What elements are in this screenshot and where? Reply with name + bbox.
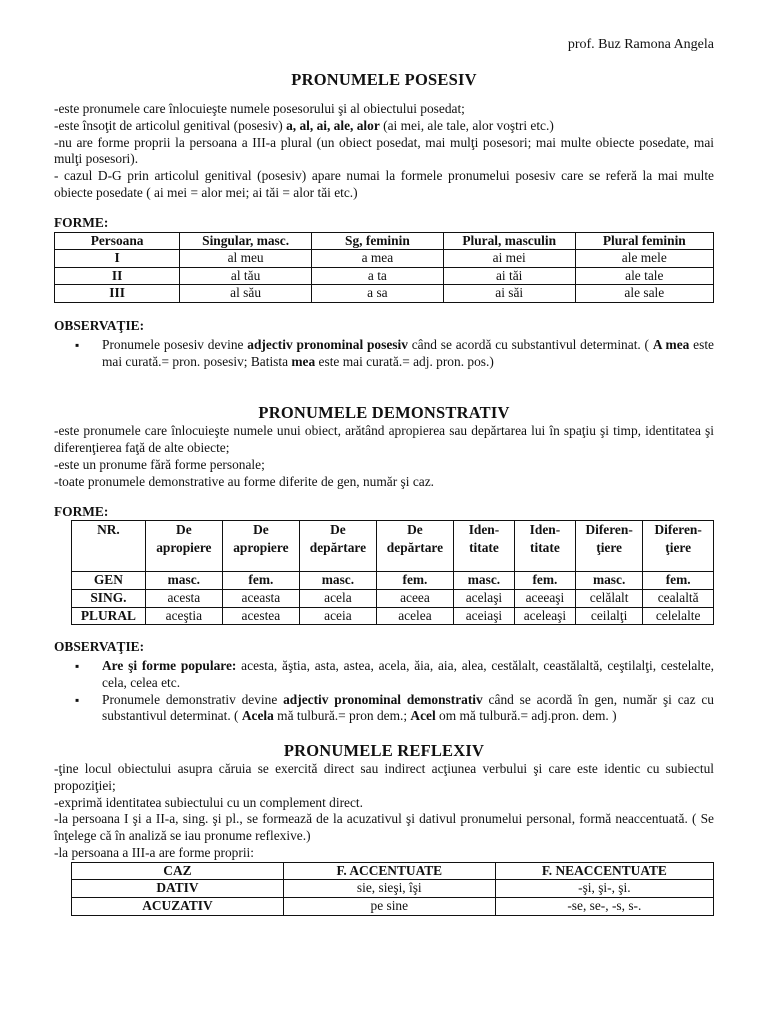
table-header-cell: De apropiere <box>145 521 222 572</box>
table-row-plural <box>72 607 714 625</box>
table-row-gen <box>72 572 714 590</box>
document-content <box>54 70 714 916</box>
demonstrativ-forms-label: FORME: <box>54 503 109 519</box>
table-cell: acesta <box>145 589 222 607</box>
obs-text: când se acordă în gen, număr şi caz cu substantivul determinat. ( <box>102 691 715 724</box>
table-cell: ai săi <box>443 285 575 303</box>
table-cell: ale tale <box>575 267 713 285</box>
obs-bold: adjectiv pronominal demonstrativ <box>283 691 483 707</box>
posesiv-line-2-start: -este însoţit de articolul genitival (posesiv) <box>54 117 287 133</box>
table-header-cell: Sg, feminin <box>312 232 444 250</box>
table-header-cell: Persoana <box>55 232 180 250</box>
table-cell: ale sale <box>575 285 713 303</box>
table-header-cell: Diferen-ţiere <box>643 521 714 572</box>
table-cell: ai mei <box>443 250 575 268</box>
demonstrativ-line-3: -toate pronumele demonstrative au forme diferite de gen, număr şi caz. <box>54 473 434 489</box>
table-cell: -şi, şi-, şi. <box>495 880 713 898</box>
posesiv-line-2 <box>54 118 714 135</box>
table-cell: aceleaşi <box>514 607 575 625</box>
table-cell: acelaşi <box>453 589 514 607</box>
posesiv-line-4: - cazul D-G prin articolul genitival (posesiv) apare numai la formele pronumelui posesiv care se referă la mai multe obiecte posedate ( ai mei = alor mei; ai tăi = alor tăi etc.) <box>54 168 714 200</box>
obs-text: este mai curată.= adj. pron. pos.) <box>315 353 494 369</box>
table-header-row <box>72 862 714 880</box>
table-cell: masc. <box>299 572 376 590</box>
table-row-sing <box>72 589 714 607</box>
table-cell: fem. <box>643 572 714 590</box>
table-cell: fem. <box>514 572 575 590</box>
table-cell: fem. <box>376 572 453 590</box>
obs-text: Pronumele demonstrativ devine <box>102 691 284 707</box>
demonstrativ-obs-label: OBSERVAŢIE: <box>54 639 145 655</box>
obs-bold: Are şi forme populare: <box>102 657 237 673</box>
table-cell: aceasta <box>222 589 299 607</box>
list-item <box>102 692 714 726</box>
table-cell: al meu <box>180 250 312 268</box>
table-cell: acelea <box>376 607 453 625</box>
obs-text: este mai curată.= pron. posesiv; Batista <box>102 336 714 369</box>
table-cell: -se, se-, -s, s-. <box>495 898 713 916</box>
table-cell: a ta <box>312 267 444 285</box>
table-cell: aceiaşi <box>453 607 514 625</box>
table-header-cell: Plural feminin <box>575 232 713 250</box>
reflexiv-line-2: -exprimă identitatea subiectului cu un complement direct. <box>54 794 363 810</box>
table-cell: II <box>55 267 180 285</box>
table-cell: ACUZATIV <box>72 898 284 916</box>
table-cell: ai tăi <box>443 267 575 285</box>
table-cell: a mea <box>312 250 444 268</box>
posesiv-obs-label: OBSERVAŢIE: <box>54 317 145 333</box>
section-title-reflexiv: PRONUMELE REFLEXIV <box>283 741 485 761</box>
obs-text: om mă tulbură.= adj.pron. dem. ) <box>435 708 617 724</box>
reflexiv-line-4: -la persoana a III-a are forme proprii: <box>54 845 255 861</box>
posesiv-forms-label: FORME: <box>54 214 109 230</box>
posesiv-forms-table <box>54 232 714 303</box>
table-header-cell: F. NEACCENTUATE <box>495 862 713 880</box>
table-cell: celelalte <box>643 607 714 625</box>
table-header-cell: De apropiere <box>222 521 299 572</box>
table-row <box>55 250 714 268</box>
table-cell: al său <box>180 285 312 303</box>
table-row <box>55 285 714 303</box>
table-cell: DATIV <box>72 880 284 898</box>
table-cell: aceia <box>299 607 376 625</box>
obs-text: mă tulbură.= pron dem.; <box>273 708 411 724</box>
table-cell: fem. <box>222 572 299 590</box>
table-row <box>72 898 714 916</box>
obs-bold: mea <box>291 353 316 369</box>
reflexiv-line-1: -ţine locul obiectului asupra căruia se exercită direct sau indirect acţiunea verbului şi care este identic cu subiectul propoziţiei; <box>54 761 714 793</box>
table-header-cell: Iden-titate <box>514 521 575 572</box>
obs-text: acesta, ăştia, asta, astea, acela, ăia, aia, alea, cestălalt, ceastălaltă, ceştilalţi, cestelalte, cela, celea etc. <box>102 657 714 690</box>
obs-text: când se acordă cu substantivul determinat. ( <box>407 336 653 352</box>
table-cell: pe sine <box>283 898 495 916</box>
table-cell: masc. <box>575 572 642 590</box>
obs-bold: adjectiv pronominal posesiv <box>247 336 408 352</box>
obs-text: Pronumele posesiv devine <box>102 336 248 352</box>
posesiv-line-1: -este pronumele care înlocuieşte numele posesorului şi al obiectului posedat; <box>54 101 465 116</box>
table-cell: aceeaşi <box>514 589 575 607</box>
table-header-row <box>55 232 714 250</box>
posesiv-obs-list <box>54 337 714 371</box>
table-header-cell: CAZ <box>72 862 284 880</box>
table-row <box>55 267 714 285</box>
table-header-cell: F. ACCENTUATE <box>283 862 495 880</box>
demonstrativ-line-2: -este un pronume fără forme personale; <box>54 456 265 472</box>
table-header-cell: Iden-titate <box>453 521 514 572</box>
table-cell: masc. <box>145 572 222 590</box>
demonstrativ-obs-list <box>54 658 714 725</box>
table-cell: masc. <box>453 572 514 590</box>
list-item <box>102 337 714 371</box>
obs-bold: A mea <box>652 336 690 352</box>
table-cell: aceea <box>376 589 453 607</box>
table-cell: III <box>55 285 180 303</box>
table-cell: acela <box>299 589 376 607</box>
table-header-row <box>72 521 714 572</box>
reflexiv-line-3: -la persoana I şi a II-a, sing. şi pl., se formează de la acuzativul şi dativul pronumelui personal, formă neaccentuată. ( Se înţelege că în analiză se iau pronume reflexive.) <box>54 811 714 844</box>
demonstrativ-forms-table <box>71 520 714 625</box>
table-cell: celălalt <box>575 589 642 607</box>
list-item <box>102 658 714 692</box>
table-cell: sie, sieşi, îşi <box>283 880 495 898</box>
table-header-cell: NR. <box>72 521 146 572</box>
table-cell: acestea <box>222 607 299 625</box>
table-cell: cealaltă <box>643 589 714 607</box>
author-name: prof. Buz Ramona Angela <box>567 37 714 52</box>
table-header-cell: Plural, masculin <box>443 232 575 250</box>
table-cell: al tău <box>180 267 312 285</box>
posesiv-articles: a, al, ai, ale, alor <box>286 117 380 133</box>
table-cell: ale mele <box>575 250 713 268</box>
table-cell: aceştia <box>145 607 222 625</box>
table-cell: SING. <box>72 589 146 607</box>
table-cell: GEN <box>72 572 146 590</box>
table-header-cell: Singular, masc. <box>180 232 312 250</box>
table-header-cell: De depărtare <box>299 521 376 572</box>
obs-bold: Acel <box>410 708 436 724</box>
demonstrativ-line-1: -este pronumele care înlocuieşte numele unui obiect, arătând apropierea sau depărtarea lui în spaţiu şi timp, identitatea şi diferenţierea faţă de alte obiecte; <box>54 423 714 456</box>
obs-bold: Acela <box>241 708 274 724</box>
table-cell: I <box>55 250 180 268</box>
posesiv-line-3: -nu are forme proprii la persoana a III-a plural (un obiect posedat, mai mulţi posesori; mai multe obiecte posedate, mai mulţi posesori). <box>54 134 714 167</box>
table-cell: a sa <box>312 285 444 303</box>
reflexiv-forms-table <box>71 862 714 916</box>
table-cell: ceilalţi <box>575 607 642 625</box>
table-row <box>72 880 714 898</box>
posesiv-line-2-end: (ai mei, ale tale, alor voştri etc.) <box>379 117 554 133</box>
table-header-cell: De depărtare <box>376 521 453 572</box>
table-header-cell: Diferen-ţiere <box>575 521 642 572</box>
table-cell: PLURAL <box>72 607 146 625</box>
section-title-demonstrativ: PRONUMELE DEMONSTRATIV <box>258 403 510 423</box>
section-title-posesiv: PRONUMELE POSESIV <box>291 70 477 89</box>
